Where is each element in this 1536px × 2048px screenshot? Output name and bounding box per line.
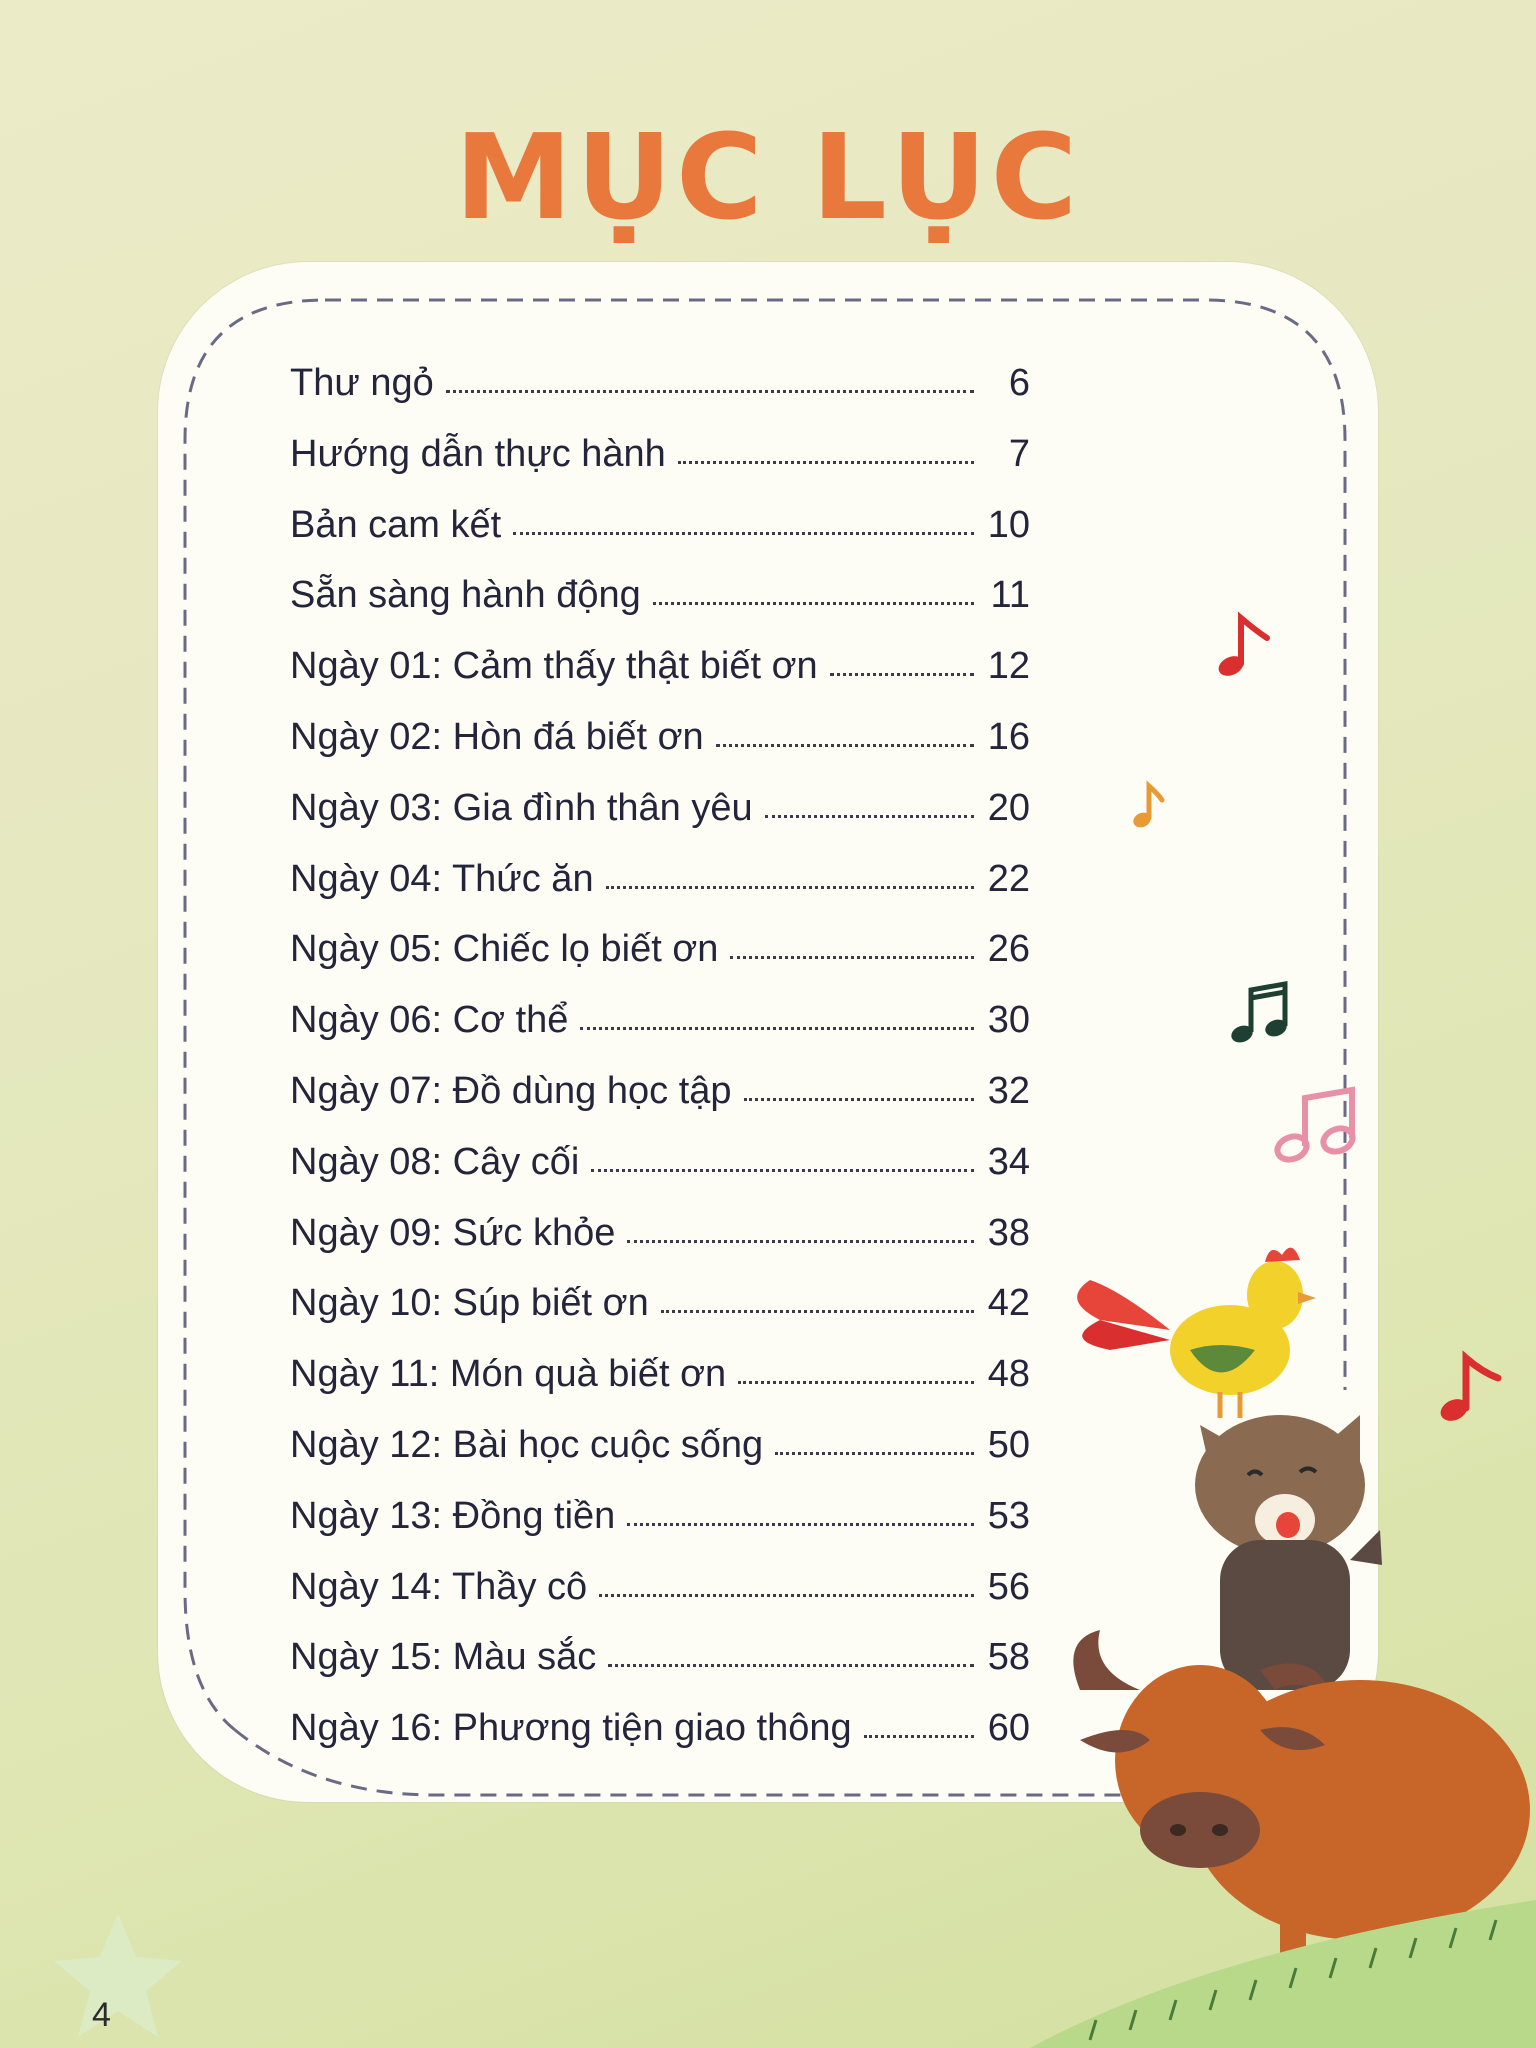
toc-entry-leader	[744, 1098, 974, 1101]
toc-entry-leader	[830, 673, 974, 676]
toc-entry-page: 10	[987, 503, 1030, 546]
toc-entry-page: 34	[987, 1140, 1030, 1183]
toc-entry-leader	[864, 1735, 974, 1738]
toc-entry-page: 42	[987, 1282, 1030, 1325]
toc-entry-label: Ngày 04: Thức ăn	[290, 857, 594, 900]
toc-entry-label: Hướng dẫn thực hành	[290, 432, 666, 475]
toc-entry[interactable]	[290, 1124, 1030, 1184]
toc-entry-label: Ngày 05: Chiếc lọ biết ơn	[290, 928, 719, 971]
toc-entry-leader	[608, 1664, 974, 1667]
toc-entry[interactable]	[290, 487, 1030, 547]
rooster-icon	[1077, 1248, 1316, 1418]
toc-entry-page: 48	[987, 1353, 1030, 1396]
toc-entry-page: 16	[987, 716, 1030, 758]
toc-entry-leader	[653, 602, 974, 605]
toc-entry-leader	[775, 1452, 974, 1455]
toc-entry-page: 32	[987, 1070, 1030, 1112]
toc-entry-page: 38	[987, 1211, 1030, 1254]
cat-icon	[1195, 1415, 1382, 1690]
toc-entry-label: Ngày 03: Gia đình thân yêu	[290, 786, 753, 829]
page-title: MỤC LỤC	[454, 108, 1082, 246]
toc-entry[interactable]	[290, 557, 1030, 617]
toc-entry[interactable]	[290, 699, 1030, 759]
toc-entry[interactable]	[290, 770, 1030, 830]
toc-entry-label: Ngày 16: Phương tiện giao thông	[290, 1707, 852, 1750]
toc-entry-leader	[627, 1240, 974, 1243]
toc-entry-leader	[730, 956, 974, 959]
toc-entry-page: 53	[987, 1494, 1030, 1537]
toc-entry-leader	[627, 1523, 974, 1526]
toc-entry[interactable]	[290, 1265, 1030, 1325]
toc-entry-leader	[765, 815, 974, 818]
toc-entry-page: 20	[987, 786, 1030, 829]
toc-entry-leader	[591, 1169, 974, 1172]
toc-entry-page: 60	[987, 1707, 1030, 1750]
toc-entry-page: 58	[987, 1636, 1030, 1679]
toc-entry-label: Ngày 01: Cảm thấy thật biết ơn	[290, 645, 818, 688]
toc-entry-label: Thư ngỏ	[290, 362, 434, 404]
toc-entry-leader	[678, 461, 974, 464]
toc-entry-label: Ngày 11: Món quà biết ơn	[290, 1353, 727, 1396]
toc-entry[interactable]	[290, 1619, 1030, 1679]
toc-entry-label: Ngày 09: Sức khỏe	[290, 1211, 616, 1254]
grass-hill	[1030, 1860, 1536, 2048]
double-music-note-icon	[1272, 1086, 1362, 1164]
toc-entry-label: Ngày 10: Súp biết ơn	[290, 1282, 649, 1325]
toc-entry-page: 50	[987, 1424, 1030, 1466]
toc-entry[interactable]	[290, 416, 1030, 476]
toc-entry[interactable]	[290, 1690, 1030, 1750]
music-note-icon	[1215, 610, 1275, 680]
toc-entry-page: 6	[1008, 362, 1030, 404]
toc-entry-page: 30	[987, 999, 1030, 1042]
page-number: 4	[92, 1996, 111, 2034]
toc-entry[interactable]	[290, 1195, 1030, 1255]
star-icon	[48, 1905, 188, 2045]
toc-entry-leader	[513, 532, 974, 535]
toc-entry-label: Ngày 13: Đồng tiền	[290, 1494, 616, 1537]
toc-entry-leader	[606, 886, 974, 889]
toc-entry[interactable]	[290, 1478, 1030, 1538]
toc-entry[interactable]	[290, 1549, 1030, 1609]
toc-entry-leader	[716, 744, 974, 747]
toc-entry[interactable]	[290, 1053, 1030, 1113]
toc-entry[interactable]	[290, 982, 1030, 1042]
toc-entry[interactable]	[290, 628, 1030, 688]
toc-entry-label: Sẵn sàng hành động	[290, 574, 641, 617]
toc-entry-page: 56	[987, 1565, 1030, 1608]
toc-entry-label: Ngày 15: Màu sắc	[290, 1636, 597, 1679]
toc-entry-leader	[446, 390, 974, 393]
toc-entry-label: Ngày 08: Cây cối	[290, 1140, 580, 1183]
toc-entry[interactable]	[290, 1407, 1030, 1467]
toc-entry-leader	[738, 1381, 974, 1384]
toc-entry-label: Ngày 14: Thầy cô	[290, 1565, 588, 1608]
toc-entry[interactable]	[290, 1336, 1030, 1396]
toc-entry-leader	[580, 1027, 974, 1030]
toc-entry[interactable]	[290, 345, 1030, 405]
toc-entry-label: Ngày 02: Hòn đá biết ơn	[290, 716, 704, 758]
toc-entry-page: 26	[987, 928, 1030, 971]
double-music-note-icon	[1228, 980, 1292, 1048]
toc-entry-label: Ngày 07: Đồ dùng học tập	[290, 1070, 732, 1112]
toc-entry-page: 22	[987, 857, 1030, 900]
toc-entry-label: Bản cam kết	[290, 503, 502, 546]
toc-entry[interactable]	[290, 841, 1030, 901]
toc-entry-leader	[599, 1594, 974, 1597]
toc-entry-leader	[661, 1310, 974, 1313]
toc-entry-page: 11	[990, 574, 1030, 617]
toc-entry[interactable]	[290, 911, 1030, 971]
toc-entry-page: 7	[1008, 432, 1030, 475]
toc-entry-label: Ngày 12: Bài học cuộc sống	[290, 1424, 764, 1466]
music-note-icon	[1130, 780, 1166, 830]
toc-entry-page: 12	[987, 645, 1030, 688]
toc-entry-label: Ngày 06: Cơ thể	[290, 999, 569, 1042]
